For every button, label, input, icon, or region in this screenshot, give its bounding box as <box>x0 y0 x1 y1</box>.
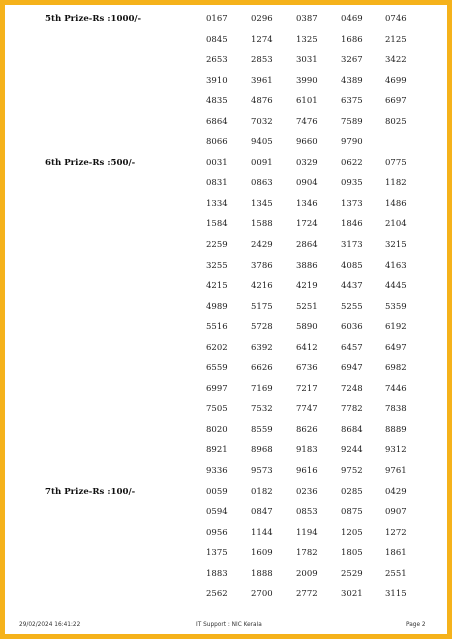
prize-row <box>0 197 452 218</box>
ticket-number: 1584 <box>206 219 228 230</box>
ticket-number: 0863 <box>251 178 273 189</box>
ticket-number: 5251 <box>296 301 318 312</box>
ticket-number: 1325 <box>296 34 318 45</box>
ticket-number: 9790 <box>341 137 363 148</box>
ticket-number: 1846 <box>341 219 363 230</box>
ticket-number: 1345 <box>251 198 273 209</box>
ticket-number: 1194 <box>296 527 318 538</box>
ticket-number: 6626 <box>251 363 273 374</box>
ticket-number: 8020 <box>206 424 228 435</box>
prize-row <box>0 156 452 177</box>
ticket-number: 2125 <box>385 34 407 45</box>
ticket-number: 6736 <box>296 363 318 374</box>
ticket-number: 2700 <box>251 589 273 600</box>
ticket-number: 6497 <box>385 342 407 353</box>
prize-row <box>0 176 452 197</box>
ticket-number: 4835 <box>206 96 228 107</box>
ticket-number: 1609 <box>251 548 273 559</box>
prize-row <box>0 464 452 485</box>
ticket-number: 6457 <box>341 342 363 353</box>
ticket-number: 1144 <box>251 527 273 538</box>
ticket-number: 2551 <box>385 568 407 579</box>
ticket-number: 0296 <box>251 14 273 24</box>
ticket-number: 7782 <box>341 404 363 415</box>
prize-row <box>0 567 452 588</box>
ticket-number: 9244 <box>341 445 363 456</box>
ticket-number: 1805 <box>341 548 363 559</box>
prize-row <box>0 341 452 362</box>
prize-table <box>0 12 452 608</box>
ticket-number: 6375 <box>341 96 363 107</box>
ticket-number: 9183 <box>296 445 318 456</box>
ticket-number: 6202 <box>206 342 228 353</box>
prize-row <box>0 587 452 608</box>
prize-row <box>0 12 452 33</box>
ticket-number: 7446 <box>385 383 407 394</box>
ticket-number: 8921 <box>206 445 228 456</box>
ticket-number: 2259 <box>206 240 228 251</box>
footer-timestamp: 29/02/2024 16:41:22 <box>19 622 81 628</box>
ticket-number: 3267 <box>341 55 363 66</box>
ticket-number: 0285 <box>341 486 363 497</box>
ticket-number: 6864 <box>206 116 228 127</box>
prize-heading: 7th Prize-Rs :100/- <box>45 486 136 497</box>
ticket-number: 4163 <box>385 260 407 271</box>
ticket-number: 7169 <box>251 383 273 394</box>
ticket-number: 3021 <box>341 589 363 600</box>
prize-heading: 5th Prize-Rs :1000/- <box>45 14 142 24</box>
ticket-number: 0059 <box>206 486 228 497</box>
ticket-number: 3990 <box>296 75 318 86</box>
ticket-number: 0907 <box>385 507 407 518</box>
ticket-number: 3910 <box>206 75 228 86</box>
ticket-number: 0469 <box>341 14 363 24</box>
ticket-number: 0935 <box>341 178 363 189</box>
ticket-number: 0167 <box>206 14 228 24</box>
ticket-number: 8968 <box>251 445 273 456</box>
ticket-number: 2009 <box>296 568 318 579</box>
ticket-number: 4219 <box>296 281 318 292</box>
ticket-number: 1486 <box>385 198 407 209</box>
ticket-number: 1373 <box>341 198 363 209</box>
ticket-number: 4876 <box>251 96 273 107</box>
ticket-number: 1686 <box>341 34 363 45</box>
ticket-number: 1346 <box>296 198 318 209</box>
footer-support: IT Support : NIC Kerala <box>196 622 262 628</box>
ticket-number: 1888 <box>251 568 273 579</box>
ticket-number: 9660 <box>296 137 318 148</box>
ticket-number: 3786 <box>251 260 273 271</box>
ticket-number: 4437 <box>341 281 363 292</box>
ticket-number: 2853 <box>251 55 273 66</box>
ticket-number: 1205 <box>341 527 363 538</box>
ticket-number: 1588 <box>251 219 273 230</box>
ticket-number: 7217 <box>296 383 318 394</box>
ticket-number: 3422 <box>385 55 407 66</box>
prize-row <box>0 423 452 444</box>
ticket-number: 0329 <box>296 157 318 168</box>
prize-row <box>0 382 452 403</box>
ticket-number: 9616 <box>296 466 318 477</box>
ticket-number: 5890 <box>296 322 318 333</box>
ticket-number: 2562 <box>206 589 228 600</box>
ticket-number: 1272 <box>385 527 407 538</box>
prize-row <box>0 259 452 280</box>
ticket-number: 7589 <box>341 116 363 127</box>
ticket-number: 9573 <box>251 466 273 477</box>
ticket-number: 0594 <box>206 507 228 518</box>
ticket-number: 8066 <box>206 137 228 148</box>
ticket-number: 0845 <box>206 34 228 45</box>
ticket-number: 1334 <box>206 198 228 209</box>
ticket-number: 2772 <box>296 589 318 600</box>
prize-row <box>0 279 452 300</box>
ticket-number: 7505 <box>206 404 228 415</box>
ticket-number: 6101 <box>296 96 318 107</box>
ticket-number: 1375 <box>206 548 228 559</box>
ticket-number: 0622 <box>341 157 363 168</box>
ticket-number: 8025 <box>385 116 407 127</box>
ticket-number: 4085 <box>341 260 363 271</box>
prize-row <box>0 300 452 321</box>
ticket-number: 4699 <box>385 75 407 86</box>
ticket-number: 7032 <box>251 116 273 127</box>
ticket-number: 0031 <box>206 157 228 168</box>
ticket-number: 2529 <box>341 568 363 579</box>
ticket-number: 5175 <box>251 301 273 312</box>
ticket-number: 0387 <box>296 14 318 24</box>
ticket-number: 0236 <box>296 486 318 497</box>
ticket-number: 9405 <box>251 137 273 148</box>
prize-row <box>0 361 452 382</box>
ticket-number: 0429 <box>385 486 407 497</box>
ticket-number: 6392 <box>251 342 273 353</box>
ticket-number: 5728 <box>251 322 273 333</box>
ticket-number: 4389 <box>341 75 363 86</box>
prize-row <box>0 443 452 464</box>
ticket-number: 7248 <box>341 383 363 394</box>
ticket-number: 4215 <box>206 281 228 292</box>
ticket-number: 9336 <box>206 466 228 477</box>
ticket-number: 7838 <box>385 404 407 415</box>
prize-row <box>0 135 452 156</box>
ticket-number: 0875 <box>341 507 363 518</box>
ticket-number: 3115 <box>385 589 407 600</box>
ticket-number: 6697 <box>385 96 407 107</box>
ticket-number: 5359 <box>385 301 407 312</box>
ticket-number: 9312 <box>385 445 407 456</box>
prize-row <box>0 402 452 423</box>
ticket-number: 0091 <box>251 157 273 168</box>
prize-row <box>0 485 452 506</box>
ticket-number: 6559 <box>206 363 228 374</box>
prize-row <box>0 33 452 54</box>
ticket-number: 1724 <box>296 219 318 230</box>
ticket-number: 0746 <box>385 14 407 24</box>
prize-heading: 6th Prize-Rs :500/- <box>45 157 136 168</box>
ticket-number: 9761 <box>385 466 407 477</box>
ticket-number: 8889 <box>385 424 407 435</box>
ticket-number: 2864 <box>296 240 318 251</box>
ticket-number: 0904 <box>296 178 318 189</box>
prize-row <box>0 526 452 547</box>
ticket-number: 7476 <box>296 116 318 127</box>
ticket-number: 5516 <box>206 322 228 333</box>
ticket-number: 6036 <box>341 322 363 333</box>
prize-row <box>0 74 452 95</box>
ticket-number: 6982 <box>385 363 407 374</box>
ticket-number: 1182 <box>385 178 407 189</box>
prize-row <box>0 320 452 341</box>
prize-row <box>0 115 452 136</box>
ticket-number: 0847 <box>251 507 273 518</box>
ticket-number: 1782 <box>296 548 318 559</box>
ticket-number: 3215 <box>385 240 407 251</box>
ticket-number: 3255 <box>206 260 228 271</box>
ticket-number: 7747 <box>296 404 318 415</box>
prize-row <box>0 94 452 115</box>
ticket-number: 1861 <box>385 548 407 559</box>
ticket-number: 8684 <box>341 424 363 435</box>
prize-row <box>0 238 452 259</box>
ticket-number: 0831 <box>206 178 228 189</box>
ticket-number: 6947 <box>341 363 363 374</box>
ticket-number: 8559 <box>251 424 273 435</box>
ticket-number: 1274 <box>251 34 273 45</box>
ticket-number: 6412 <box>296 342 318 353</box>
ticket-number: 4216 <box>251 281 273 292</box>
prize-row <box>0 546 452 567</box>
ticket-number: 0775 <box>385 157 407 168</box>
ticket-number: 7532 <box>251 404 273 415</box>
ticket-number: 0182 <box>251 486 273 497</box>
prize-row <box>0 53 452 74</box>
ticket-number: 3031 <box>296 55 318 66</box>
prize-row <box>0 217 452 238</box>
ticket-number: 0853 <box>296 507 318 518</box>
ticket-number: 4989 <box>206 301 228 312</box>
ticket-number: 5255 <box>341 301 363 312</box>
prize-row <box>0 505 452 526</box>
footer-page-number: Page 2 <box>406 622 426 628</box>
ticket-number: 9752 <box>341 466 363 477</box>
ticket-number: 2429 <box>251 240 273 251</box>
ticket-number: 6997 <box>206 383 228 394</box>
ticket-number: 6192 <box>385 322 407 333</box>
ticket-number: 3173 <box>341 240 363 251</box>
ticket-number: 0956 <box>206 527 228 538</box>
ticket-number: 1883 <box>206 568 228 579</box>
ticket-number: 3961 <box>251 75 273 86</box>
ticket-number: 2653 <box>206 55 228 66</box>
ticket-number: 2104 <box>385 219 407 230</box>
ticket-number: 4445 <box>385 281 407 292</box>
ticket-number: 3886 <box>296 260 318 271</box>
ticket-number: 8626 <box>296 424 318 435</box>
page-footer <box>0 620 452 632</box>
